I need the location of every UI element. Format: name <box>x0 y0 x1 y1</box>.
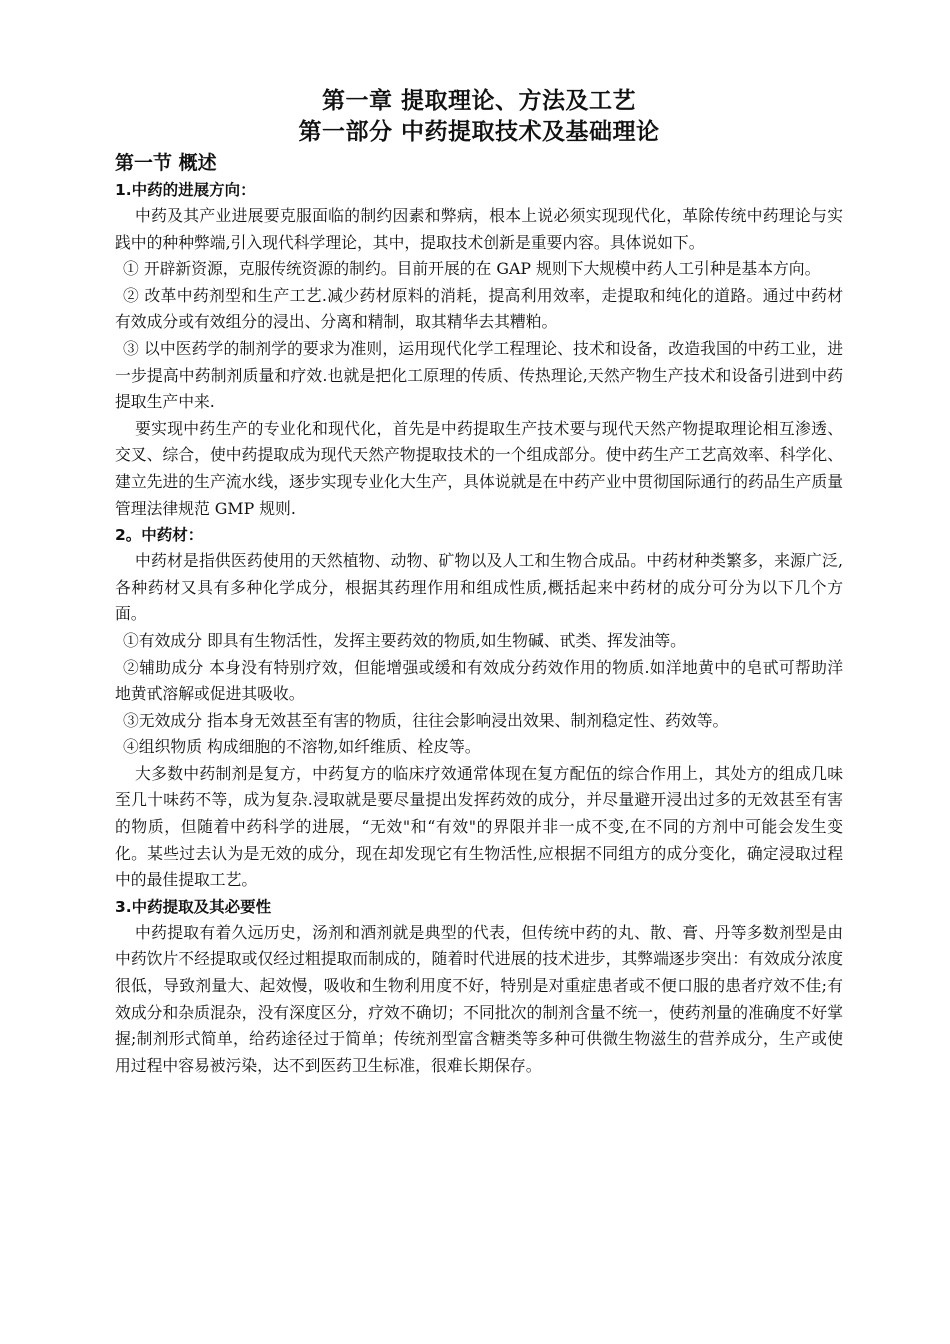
heading-development-direction: 1.中药的进展方向： <box>115 181 256 199</box>
paragraph: 大多数中药制剂是复方，中药复方的临床疗效通常体现在复方配伍的综合作用上，其处方的组成几味至几十味药不等，成为复杂.浸取就是要尽量提出发挥药效的成分，并尽量避开浸出过多的无效甚至有害的物质，但随着中药科学的进展，“无效"和“有效"的界限并非一成不变,在不同的方剂中可能会发生变化。某些过去认为是无效的成分，现在却发现它有生物活性,应根据不同组方的成分变化，确定浸取过程中的最佳提取工艺。 <box>115 763 843 890</box>
list-item: ④组织物质 构成细胞的不溶物,如纤维质、栓皮等。 <box>123 737 481 757</box>
paragraph: 中药及其产业进展要克服面临的制约因素和弊病，根本上说必须实现现代化，革除传统中药理论与实践中的种种弊端,引入现代科学理论，其中，提取技术创新是重要内容。具体说如下。 <box>115 206 843 252</box>
list-item: ①有效成分 即具有生物活性，发挥主要药效的物质,如生物碱、甙类、挥发油等。 <box>123 630 686 650</box>
paragraph: 要实现中药生产的专业化和现代化，首先是中药提取生产技术要与现代天然产物提取理论相互渗透、交叉、综合，使中药提取成为现代天然产物提取技术的一个组成部分。使中药生产工艺高效率、科学化、建立先进的生产流水线，逐步实现专业化大生产，具体说就是在中药产业中贯彻国际通行的药品生产质量管理法律规范 GMP 规则. <box>115 418 843 518</box>
heading-medicinal-materials: 2。中药材： <box>115 526 204 545</box>
document-content <box>115 86 843 1079</box>
paragraph: 中药提取有着久远历史，汤剂和酒剂就是典型的代表，但传统中药的丸、散、膏、丹等多数剂型是由中药饮片不经提取或仅经过粗提取而制成的，随着时代进展的技术进步，其弊端逐步突出：有效成分浓度很低，导致剂量大、起效慢，吸收和生物利用度不好，特别是对重症患者或不便口服的患者疗效不佳;有效成分和杂质混杂，没有深度区分，疗效不确切；不同批次的制剂含量不统一，使药剂量的准确度不好掌握;制剂形式简单，给药途径过于简单；传统剂型富含糖类等多种可供微生物滋生的营养成分，生产或使用过程中容易被污染，达不到医药卫生标准，很难长期保存。 <box>115 922 843 1075</box>
part-title: 第一部分 中药提取技术及基础理论 <box>298 119 660 145</box>
chapter-title: 第一章 提取理论、方法及工艺 <box>321 88 636 114</box>
list-item: ③无效成分 指本身无效甚至有害的物质，往往会影响浸出效果、制剂稳定性、药效等。 <box>123 710 729 730</box>
list-item: ②辅助成分 本身没有特别疗效，但能增强或缓和有效成分药效作用的物质.如洋地黄中的皂甙可帮助洋地黄甙溶解或促进其吸收。 <box>115 657 843 704</box>
section-title: 第一节 概述 <box>115 152 217 174</box>
paragraph: 中药材是指供医药使用的天然植物、动物、矿物以及人工和生物合成品。中药材种类繁多，来源广泛,各种药材又具有多种化学成分，根据其药理作用和组成性质,概括起来中药材的成分可分为以下几个方面。 <box>115 551 843 624</box>
list-item: ③ 以中医药学的制剂学的要求为准则，运用现代化学工程理论、技术和设备，改造我国的中药工业，进一步提高中药制剂质量和疗效.也就是把化工原理的传质、传热理论,天然产物生产技术和设备引进到中药提取生产中来. <box>115 338 843 412</box>
heading-extraction-necessity: 3.中药提取及其必要性 <box>115 897 272 916</box>
list-item: ① 开辟新资源，克服传统资源的制约。目前开展的在 GAP 规则下大规模中药人工引种是基本方向。 <box>123 259 821 279</box>
list-item: ② 改革中药剂型和生产工艺.减少药材原料的消耗，提高利用效率，走提取和纯化的道路。通过中药材有效成分或有效组分的浸出、分离和精制，取其精华去其糟粕。 <box>115 285 843 332</box>
